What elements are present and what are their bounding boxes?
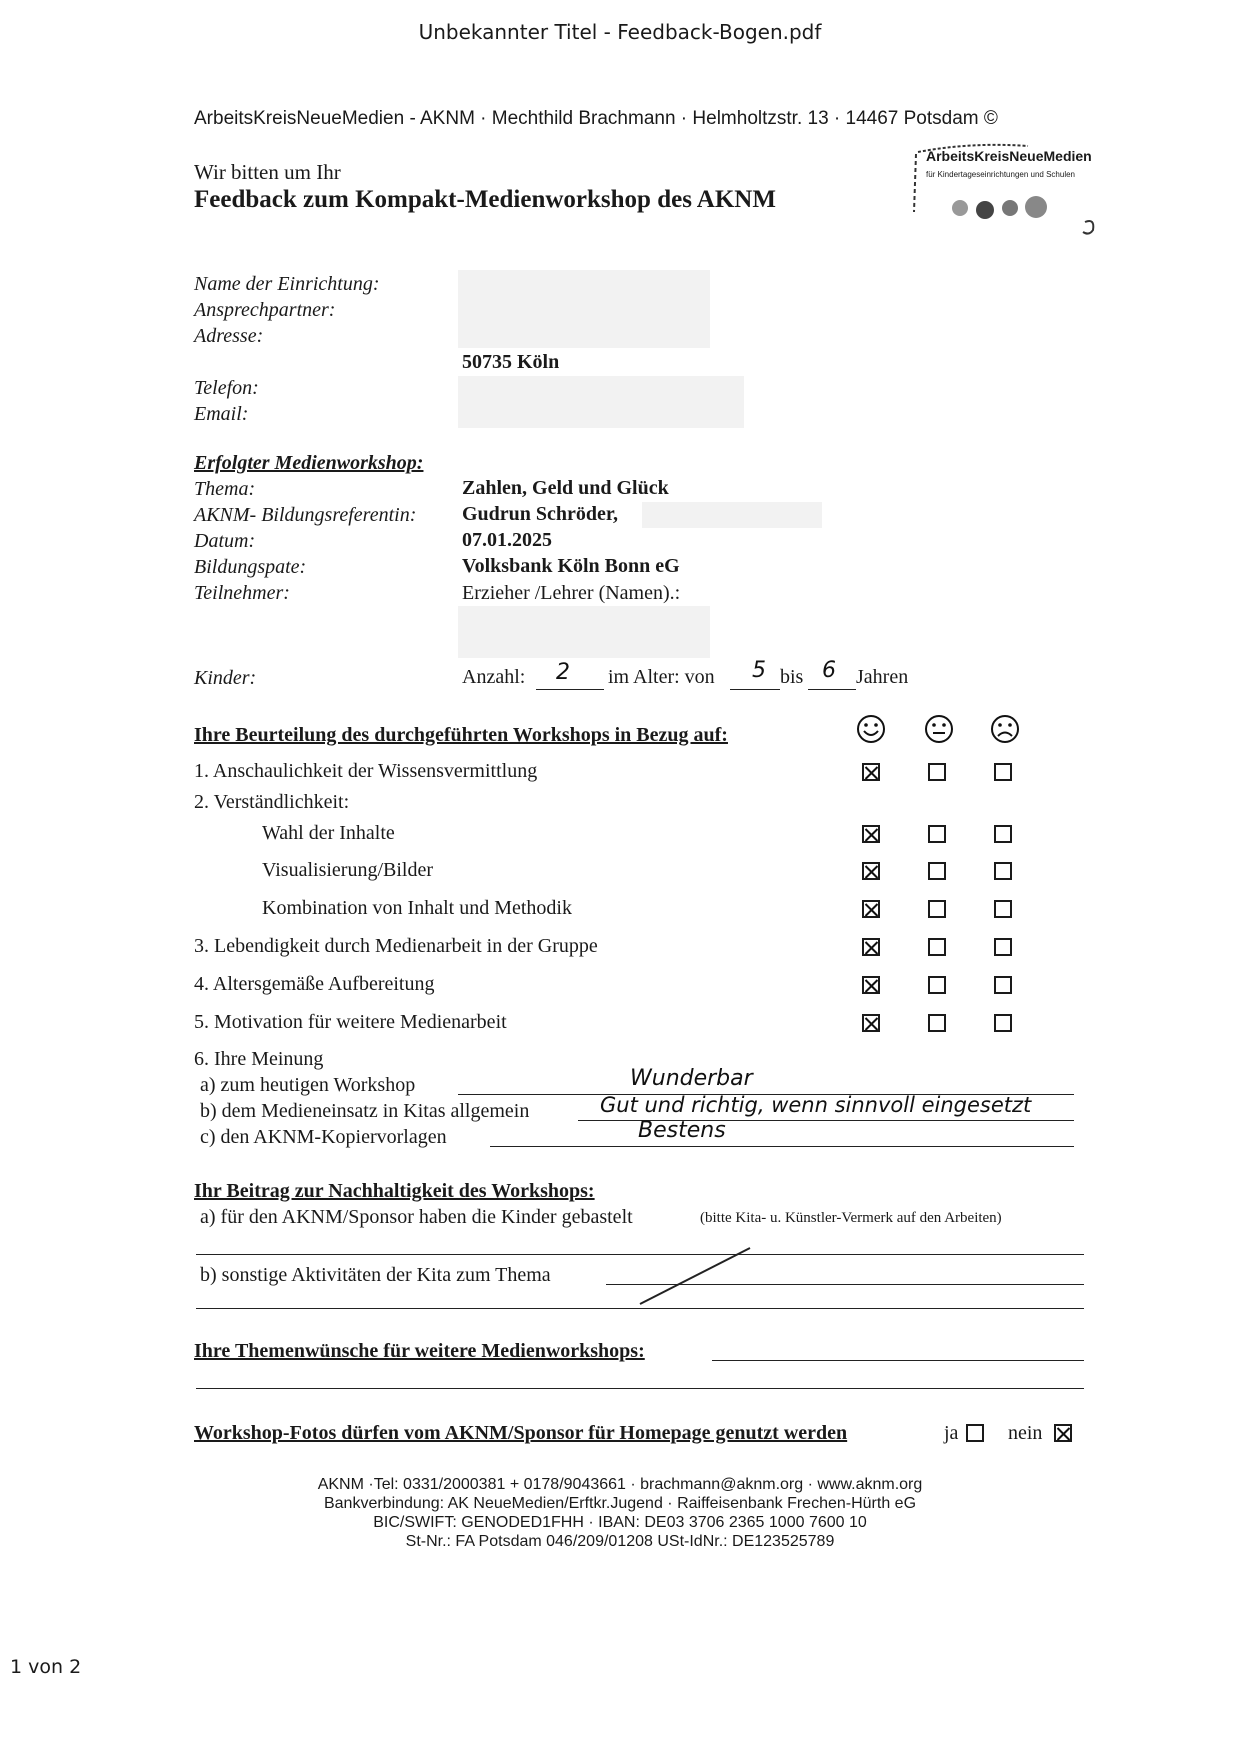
stamp-subtitle: für Kindertageseinrichtungen und Schulen: [926, 170, 1075, 179]
opinion-a-label: a) zum heutigen Workshop: [200, 1074, 416, 1096]
topic-value: Zahlen, Geld und Glück: [462, 477, 669, 499]
rating-checkbox-neutral[interactable]: [928, 763, 946, 781]
age-from-value[interactable]: 5: [752, 658, 766, 683]
footer-line-2: Bankverbindung: AK NeueMedien/Erftkr.Jugend · Raiffeisenbank Frechen-Hürth eG: [323, 1495, 917, 1512]
age-from-line: [730, 689, 780, 690]
sustainability-a-note: (bitte Kita- u. Künstler-Vermerk auf den Arbeiten): [700, 1210, 1002, 1226]
photos-yes-label: ja: [944, 1422, 959, 1444]
age-unit: Jahren: [856, 666, 909, 688]
photos-no-checkbox[interactable]: [1054, 1424, 1072, 1442]
topic-label: Thema:: [194, 478, 256, 500]
redacted-name-address: [458, 270, 710, 348]
age-to-label: bis: [780, 666, 804, 688]
opinion-c-label: c) den AKNM-Kopiervorlagen: [200, 1126, 447, 1148]
photos-consent-label: Workshop-Fotos dürfen vom AKNM/Sponsor für Homepage genutzt werden: [194, 1422, 848, 1444]
phone-label: Telefon:: [194, 377, 259, 399]
rating-item: Kombination von Inhalt und Methodik: [262, 897, 572, 919]
redacted-referent: [642, 502, 822, 528]
redacted-phone-email: [458, 376, 744, 428]
rating-checkbox-bad[interactable]: [994, 938, 1012, 956]
children-count-label: Anzahl:: [462, 666, 526, 688]
photos-yes-checkbox[interactable]: [966, 1424, 984, 1442]
redacted-participants: [458, 606, 710, 658]
rating-checkbox-neutral[interactable]: [928, 825, 946, 843]
photos-no-label: nein: [1008, 1422, 1043, 1444]
opinion-c-line: [490, 1146, 1074, 1147]
footer-line-3: BIC/SWIFT: GENODED1FHH · IBAN: DE03 3706 2365 1000 7600 10: [373, 1514, 867, 1531]
children-label: Kinder:: [194, 667, 257, 689]
footer-line-4: St-Nr.: FA Potsdam 046/209/01208 USt-IdNr.: DE123525789: [405, 1533, 835, 1550]
address-label: Adresse:: [194, 325, 264, 347]
letterhead-line: ArbeitsKreisNeueMedien - AKNM · Mechthild Brachmann · Helmholtzstr. 13 · 14467 Potsdam ©: [194, 108, 998, 129]
page-title: Feedback zum Kompakt-Medienworkshop des AKNM: [194, 186, 776, 213]
sponsor-label: Bildungspate:: [194, 556, 307, 578]
rating-checkbox-neutral[interactable]: [928, 976, 946, 994]
age-to-line: [808, 689, 856, 690]
referent-label: AKNM- Bildungsreferentin:: [194, 504, 417, 526]
sustainability-a-label: a) für den AKNM/Sponsor haben die Kinder gebastelt: [200, 1206, 633, 1228]
children-count-line: [536, 689, 604, 690]
date-label: Datum:: [194, 530, 256, 552]
rating-checkbox-good[interactable]: [862, 938, 880, 956]
rating-item: 1. Anschaulichkeit der Wissensvermittlung: [194, 760, 538, 782]
rating-checkbox-bad[interactable]: [994, 763, 1012, 781]
contact-label: Ansprechpartner:: [194, 299, 336, 321]
opinion-a-value[interactable]: Wunderbar: [630, 1066, 753, 1091]
sustainability-heading: Ihr Beitrag zur Nachhaltigkeit des Workshops:: [194, 1180, 595, 1202]
neutral-face-icon: [924, 714, 954, 744]
rating-item: Visualisierung/Bilder: [262, 859, 433, 881]
sad-face-icon: [990, 714, 1020, 744]
opinion-b-value[interactable]: Gut und richtig, wenn sinnvoll eingesetzt: [600, 1093, 1032, 1117]
rating-checkbox-neutral[interactable]: [928, 862, 946, 880]
participants-value: Erzieher /Lehrer (Namen).:: [462, 582, 681, 604]
rating-heading: Ihre Beurteilung des durchgeführten Workshops in Bezug auf:: [194, 724, 728, 746]
rating-checkbox-good[interactable]: [862, 900, 880, 918]
opinion-c-value[interactable]: Bestens: [638, 1118, 726, 1143]
rating-checkbox-bad[interactable]: [994, 825, 1012, 843]
rating-checkbox-bad[interactable]: [994, 900, 1012, 918]
workshop-heading: Erfolgter Medienworkshop:: [194, 452, 424, 474]
age-from-label: im Alter: von: [608, 666, 715, 688]
date-value: 07.01.2025: [462, 529, 552, 551]
footer-line-1: AKNM ·Tel: 0331/2000381 + 0178/9043661 · brachmann@aknm.org · www.aknm.org: [317, 1476, 923, 1493]
stamp-title: ArbeitsKreisNeueMedien: [926, 148, 1092, 164]
wishes-heading: Ihre Themenwünsche für weitere Medienworkshops:: [194, 1340, 645, 1362]
rating-item: 3. Lebendigkeit durch Medienarbeit in der Gruppe: [194, 935, 598, 957]
rating-item: 2. Verständlichkeit:: [194, 791, 350, 813]
rating-item: Wahl der Inhalte: [262, 822, 395, 844]
sponsor-value: Volksbank Köln Bonn eG: [462, 555, 680, 577]
referent-value: Gudrun Schröder,: [462, 503, 618, 525]
rating-checkbox-good[interactable]: [862, 825, 880, 843]
sustainability-b-label: b) sonstige Aktivitäten der Kita zum Thema: [200, 1264, 551, 1286]
strike-through-mark: [630, 1244, 760, 1308]
rating-checkbox-bad[interactable]: [994, 862, 1012, 880]
rating-checkbox-bad[interactable]: [994, 1014, 1012, 1032]
address-city: 50735 Köln: [462, 351, 560, 373]
rating-checkbox-good[interactable]: [862, 976, 880, 994]
rating-checkbox-neutral[interactable]: [928, 900, 946, 918]
intro-line: Wir bitten um Ihr: [194, 160, 341, 184]
children-count-value[interactable]: 2: [556, 660, 570, 685]
rating-checkbox-good[interactable]: [862, 763, 880, 781]
age-to-value[interactable]: 6: [822, 658, 836, 683]
wishes-line-2[interactable]: [196, 1388, 1084, 1389]
happy-face-icon: [856, 714, 886, 744]
rating-item: 4. Altersgemäße Aufbereitung: [194, 973, 435, 995]
aknm-stamp-logo: [910, 142, 1130, 252]
rating-checkbox-good[interactable]: [862, 1014, 880, 1032]
rating-checkbox-neutral[interactable]: [928, 1014, 946, 1032]
sustainability-b-line-2[interactable]: [196, 1308, 1084, 1309]
rating-item: 5. Motivation für weitere Medienarbeit: [194, 1011, 507, 1033]
page-indicator: 1 von 2: [10, 1656, 82, 1678]
opinion-heading: 6. Ihre Meinung: [194, 1048, 324, 1070]
rating-checkbox-good[interactable]: [862, 862, 880, 880]
opinion-b-label: b) dem Medieneinsatz in Kitas allgemein: [200, 1100, 530, 1122]
window-title: Unbekannter Titel - Feedback-Bogen.pdf: [418, 20, 822, 44]
rating-checkbox-neutral[interactable]: [928, 938, 946, 956]
name-label: Name der Einrichtung:: [194, 273, 380, 295]
participants-label: Teilnehmer:: [194, 582, 290, 604]
rating-checkbox-bad[interactable]: [994, 976, 1012, 994]
email-label: Email:: [194, 403, 249, 425]
wishes-line[interactable]: [712, 1360, 1084, 1361]
